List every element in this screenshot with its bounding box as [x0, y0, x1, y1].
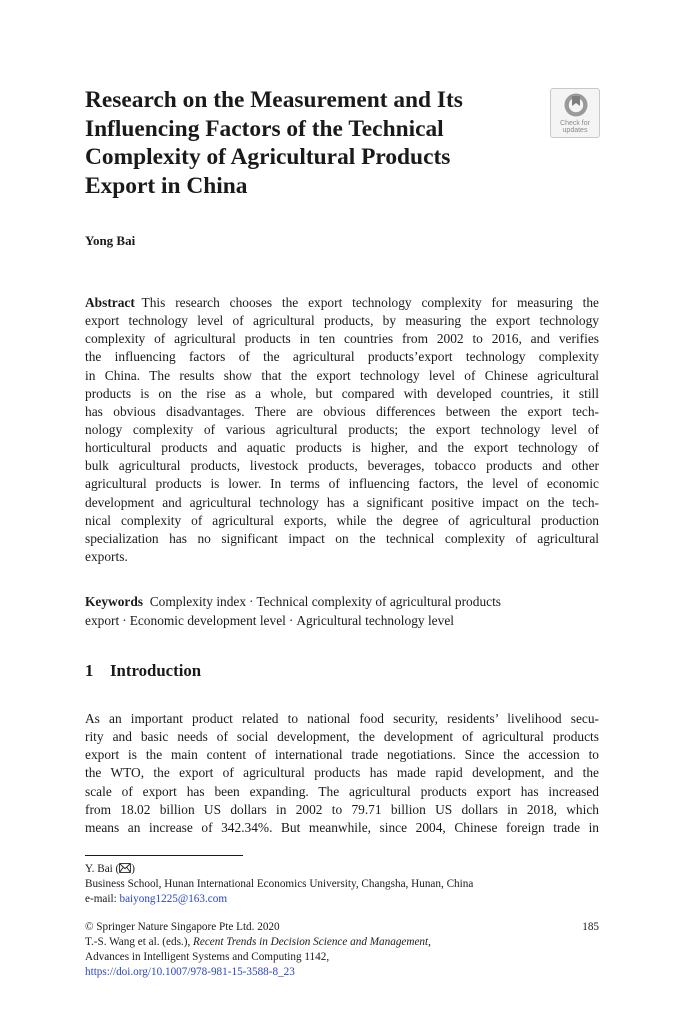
footnote-email-line [85, 892, 599, 907]
abstract-line: nical complexity of agricultural exports, while the degree of agricultural production [85, 512, 599, 528]
body-line: rity and basic needs of social development, the development of agricultural products [85, 729, 599, 745]
keyword-separator: · [249, 594, 254, 609]
abstract-text: This research chooses the export technology complexity for measuring the [141, 295, 599, 310]
author-name: Yong Bai [85, 233, 136, 248]
introduction-body [85, 710, 599, 837]
abstract-line: the influencing factors of the agricultural products’export technology complexity [85, 349, 599, 365]
citation-comma: , [428, 936, 431, 948]
abstract-line: has obvious disadvantages. There are obvious differences between the export tech- [85, 403, 599, 419]
body-line: from 18.02 billion US dollars in 2002 to 79.71 billion US dollars in 2018, which [85, 801, 599, 817]
footnote-divider [85, 855, 243, 856]
doi-line [85, 965, 599, 980]
keywords-line [85, 593, 599, 612]
body-line: scale of export has been expanding. The agricultural products export has increased [85, 783, 599, 799]
keywords [85, 593, 599, 630]
abstract-line: specialization has no significant impact on the technical complexity of agricultural [85, 530, 599, 546]
abstract-line: export technology level of agricultural products, by measuring the export technology [85, 313, 599, 329]
page-number: 185 [582, 921, 599, 933]
keyword: Complexity index [149, 594, 247, 609]
section-number: 1 [85, 661, 94, 680]
copyright-block [85, 920, 599, 980]
paper-title [85, 86, 525, 200]
bookmark-ring-icon [563, 92, 589, 119]
body-line: the WTO, the export of agricultural products has made rapid development, and the [85, 765, 599, 781]
keyword-separator: · [122, 612, 127, 628]
body-line: As an important product related to national food security, residents’ livelihood secu- [85, 711, 599, 726]
abstract-line: complexity of agricultural products in ten countries from 2002 to 2016, and verifies [85, 331, 599, 347]
abstract [85, 294, 599, 566]
keywords-line [85, 612, 599, 631]
author-footnote [85, 862, 599, 907]
email-label: e-mail: [85, 893, 120, 905]
series-line: Advances in Intelligent Systems and Computing 1142, [85, 951, 330, 963]
footnote-affiliation: Business School, Hunan International Economics University, Changsha, Hunan, China [85, 878, 474, 890]
copyright-notice: © Springer Nature Singapore Pte Ltd. 2020 [85, 921, 280, 933]
keyword: Economic development level [129, 612, 286, 628]
abstract-line: bulk agricultural products, livestock products, beverages, tobacco products and other [85, 458, 599, 474]
citation-editors: T.-S. Wang et al. (eds.), [85, 936, 194, 948]
check-badge-line: updates [562, 127, 588, 134]
footnote-author: Y. Bai ( [85, 863, 120, 875]
envelope-icon [119, 863, 131, 873]
footnote-author-close: ) [131, 863, 136, 875]
body-line: means an increase of 342.34%. But meanwhile, since 2004, Chinese foreign trade in [85, 819, 599, 835]
copyright-line [85, 920, 599, 935]
book-title: Recent Trends in Decision Science and Management [193, 936, 429, 948]
body-line: export is the main content of international trade negotiations. Since the accession to [85, 747, 599, 763]
abstract-line: horticultural products and aquatic products is higher, and the export technology of [85, 440, 599, 456]
abstract-line: agricultural products is lower. In terms of influencing factors, the level of economic [85, 476, 599, 492]
keyword: export [85, 612, 120, 628]
title-line: Complexity of Agricultural Products [85, 144, 451, 170]
abstract-line: development and agricultural technology has a significant positive impact on the tech- [85, 494, 599, 510]
title-line: Export in China [85, 172, 248, 199]
abstract-line: in China. The results show that the export technology level of Chinese agricultural [85, 367, 599, 383]
title-line: Influencing Factors of the Technical [85, 115, 444, 142]
abstract-line: products is on the rise as a whole, but compared with developed countries, it still [85, 385, 599, 401]
abstract-line: exports. [85, 548, 128, 564]
email-link[interactable]: baiyong1225@163.com [119, 893, 228, 905]
title-line: Research on the Measurement and Its [85, 87, 463, 113]
footnote-author-line [85, 862, 599, 877]
section-heading [85, 661, 201, 681]
doi-link[interactable]: https://doi.org/10.1007/978-981-15-3588-8_23 [85, 966, 295, 978]
abstract-line [85, 294, 599, 312]
keyword: Agricultural technology level [296, 612, 454, 628]
check-for-updates-badge[interactable] [550, 88, 600, 138]
keywords-label: Keywords [85, 594, 144, 609]
abstract-label: Abstract [85, 295, 135, 310]
keyword-separator: · [288, 612, 294, 628]
section-title: Introduction [110, 661, 202, 680]
citation-line [85, 935, 599, 950]
abstract-line: nology complexity of various agricultural products; the export technology level of [85, 421, 599, 437]
check-badge-line: Check for [560, 120, 590, 127]
keyword: Technical complexity of agricultural products [256, 594, 502, 609]
